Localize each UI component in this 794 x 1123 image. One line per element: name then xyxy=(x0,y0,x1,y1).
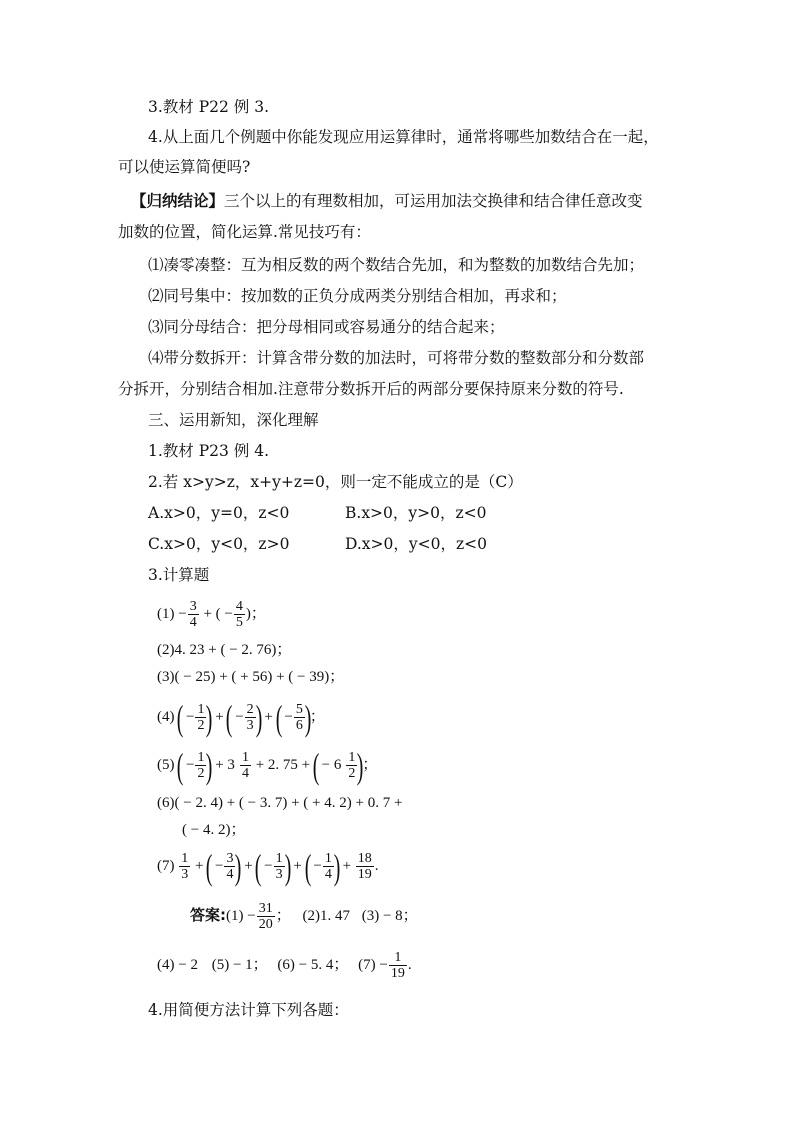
answer-4: (4) − 2 xyxy=(157,957,198,973)
problem-4: (4) ( − $\frac{1}{2}$ ) + ( − $\frac{2}{3}$ ) + ( − $\frac{5}{6}$ )； xyxy=(157,697,325,738)
tip-4-line1: ⑷带分数拆开：计算含带分数的加法时，可将带分数的整数部分和分数部 xyxy=(148,349,645,367)
fraction: $\frac{1}{3}$ xyxy=(275,851,283,883)
answers-line2: (4) − 2 (5) − 1； (6) − 5. 4； (7) − $\frac{1}{19}$ . xyxy=(157,950,412,982)
tip-1: ⑴凑零凑整：互为相反数的两个数结合先加，和为整数的加数结合先加； xyxy=(148,256,645,274)
answer-1-label: (1) xyxy=(226,908,244,924)
problem-2: (2)4. 23 + ( − 2. 76)； xyxy=(157,642,292,658)
item-4-heading: 4.用简便方法计算下列各题： xyxy=(148,1001,349,1019)
fraction: $\frac{2}{3}$ xyxy=(246,702,254,734)
item-3-textbook: 3.教材 P22 例 3. xyxy=(148,98,270,116)
problem-6-line1: (6)( − 2. 4) + ( − 3. 7) + ( + 4. 2) + 0. 7 + xyxy=(157,795,403,811)
problem-6-line2: ( − 4. 2)； xyxy=(182,822,246,838)
fraction: $\frac{4}{5}$ xyxy=(235,599,243,631)
fraction: $\frac{1}{4}$ xyxy=(241,750,249,782)
section-three-heading: 三、运用新知，深化理解 xyxy=(148,411,319,429)
option-d: D.x>0，y<0，z<0 xyxy=(345,535,488,553)
conclusion-line2: 加数的位置，简化运算.常见技巧有： xyxy=(118,223,371,241)
problem-1-label: (1) xyxy=(157,606,175,622)
item-3-heading: 3.计算题 xyxy=(148,566,210,584)
answer-6: (6) − 5. 4； xyxy=(277,957,349,973)
fraction: $\frac{1}{2}$ xyxy=(197,750,205,782)
problem-1: (1) − $\frac{3}{4}$ + ( − $\frac{4}{5}$ )； xyxy=(157,599,266,631)
option-c: C.x>0，y<0，z>0 xyxy=(148,535,290,553)
fraction: $\frac{1}{3}$ xyxy=(181,851,189,883)
answer-5: (5) − 1； xyxy=(211,957,268,973)
fraction: $\frac{31}{20}$ xyxy=(258,901,273,933)
fraction: $\frac{1}{2}$ xyxy=(348,750,356,782)
problem-7-label: (7) xyxy=(157,858,175,874)
problem-7: (7) $\frac{1}{3}$ + ( − $\frac{3}{4}$ ) + ( − $\frac{1}{3}$ ) + ( − $\frac{1}{4}$ ) + $\frac{18}{19}$ . xyxy=(157,846,379,887)
fraction: $\frac{3}{4}$ xyxy=(189,599,197,631)
item-2-question: 2.若 x>y>z，x+y+z=0，则一定不能成立的是（C） xyxy=(148,473,523,491)
answers-line1: 答案:(1) − $\frac{31}{20}$ ； (2)1. 47 (3) − 8； xyxy=(190,901,418,933)
fraction: $\frac{18}{19}$ xyxy=(357,851,372,883)
answer-2: (2)1. 47 xyxy=(302,908,350,924)
fraction: $\frac{3}{4}$ xyxy=(226,851,234,883)
conclusion-line1 xyxy=(131,191,643,211)
problem-5: (5) ( − $\frac{1}{2}$ ) + 3 $\frac{1}{4}$ + 2. 75 + ( − 6 $\frac{1}{2}$ )； xyxy=(157,745,378,786)
option-a: A.x>0，y=0，z<0 xyxy=(148,504,290,522)
item-4-question-line2: 可以使运算简便吗? xyxy=(118,158,251,176)
fraction: $\frac{1}{19}$ xyxy=(390,950,405,982)
conclusion-text: 三个以上的有理数相加，可运用加法交换律和结合律任意改变 xyxy=(224,192,643,210)
tip-4-line2: 分拆开，分别结合相加.注意带分数拆开后的两部分要保持原来分数的符号. xyxy=(118,380,624,398)
problem-4-label: (4) xyxy=(157,709,175,725)
conclusion-label: 【归纳结论】 xyxy=(131,191,225,210)
answer-label: 答案: xyxy=(190,906,226,924)
item-1-textbook: 1.教材 P23 例 4. xyxy=(148,442,270,460)
tip-3: ⑶同分母结合：把分母相同或容易通分的结合起来； xyxy=(148,318,505,336)
option-b: B.x>0，y>0，z<0 xyxy=(345,504,487,522)
item-4-question-line1: 4.从上面几个例题中你能发现应用运算律时，通常将哪些加数结合在一起， xyxy=(148,128,659,146)
problem-5-label: (5) xyxy=(157,757,175,773)
tip-2: ⑵同号集中：按加数的正负分成两类分别结合相加，再求和； xyxy=(148,287,567,305)
answer-3: (3) − 8； xyxy=(361,908,418,924)
fraction: $\frac{5}{6}$ xyxy=(295,702,303,734)
fraction: $\frac{1}{4}$ xyxy=(324,851,332,883)
problem-3: (3)( − 25) + ( + 56) + ( − 39)； xyxy=(157,669,345,685)
answer-7-label: (7) xyxy=(358,957,376,973)
fraction: $\frac{1}{2}$ xyxy=(197,702,205,734)
